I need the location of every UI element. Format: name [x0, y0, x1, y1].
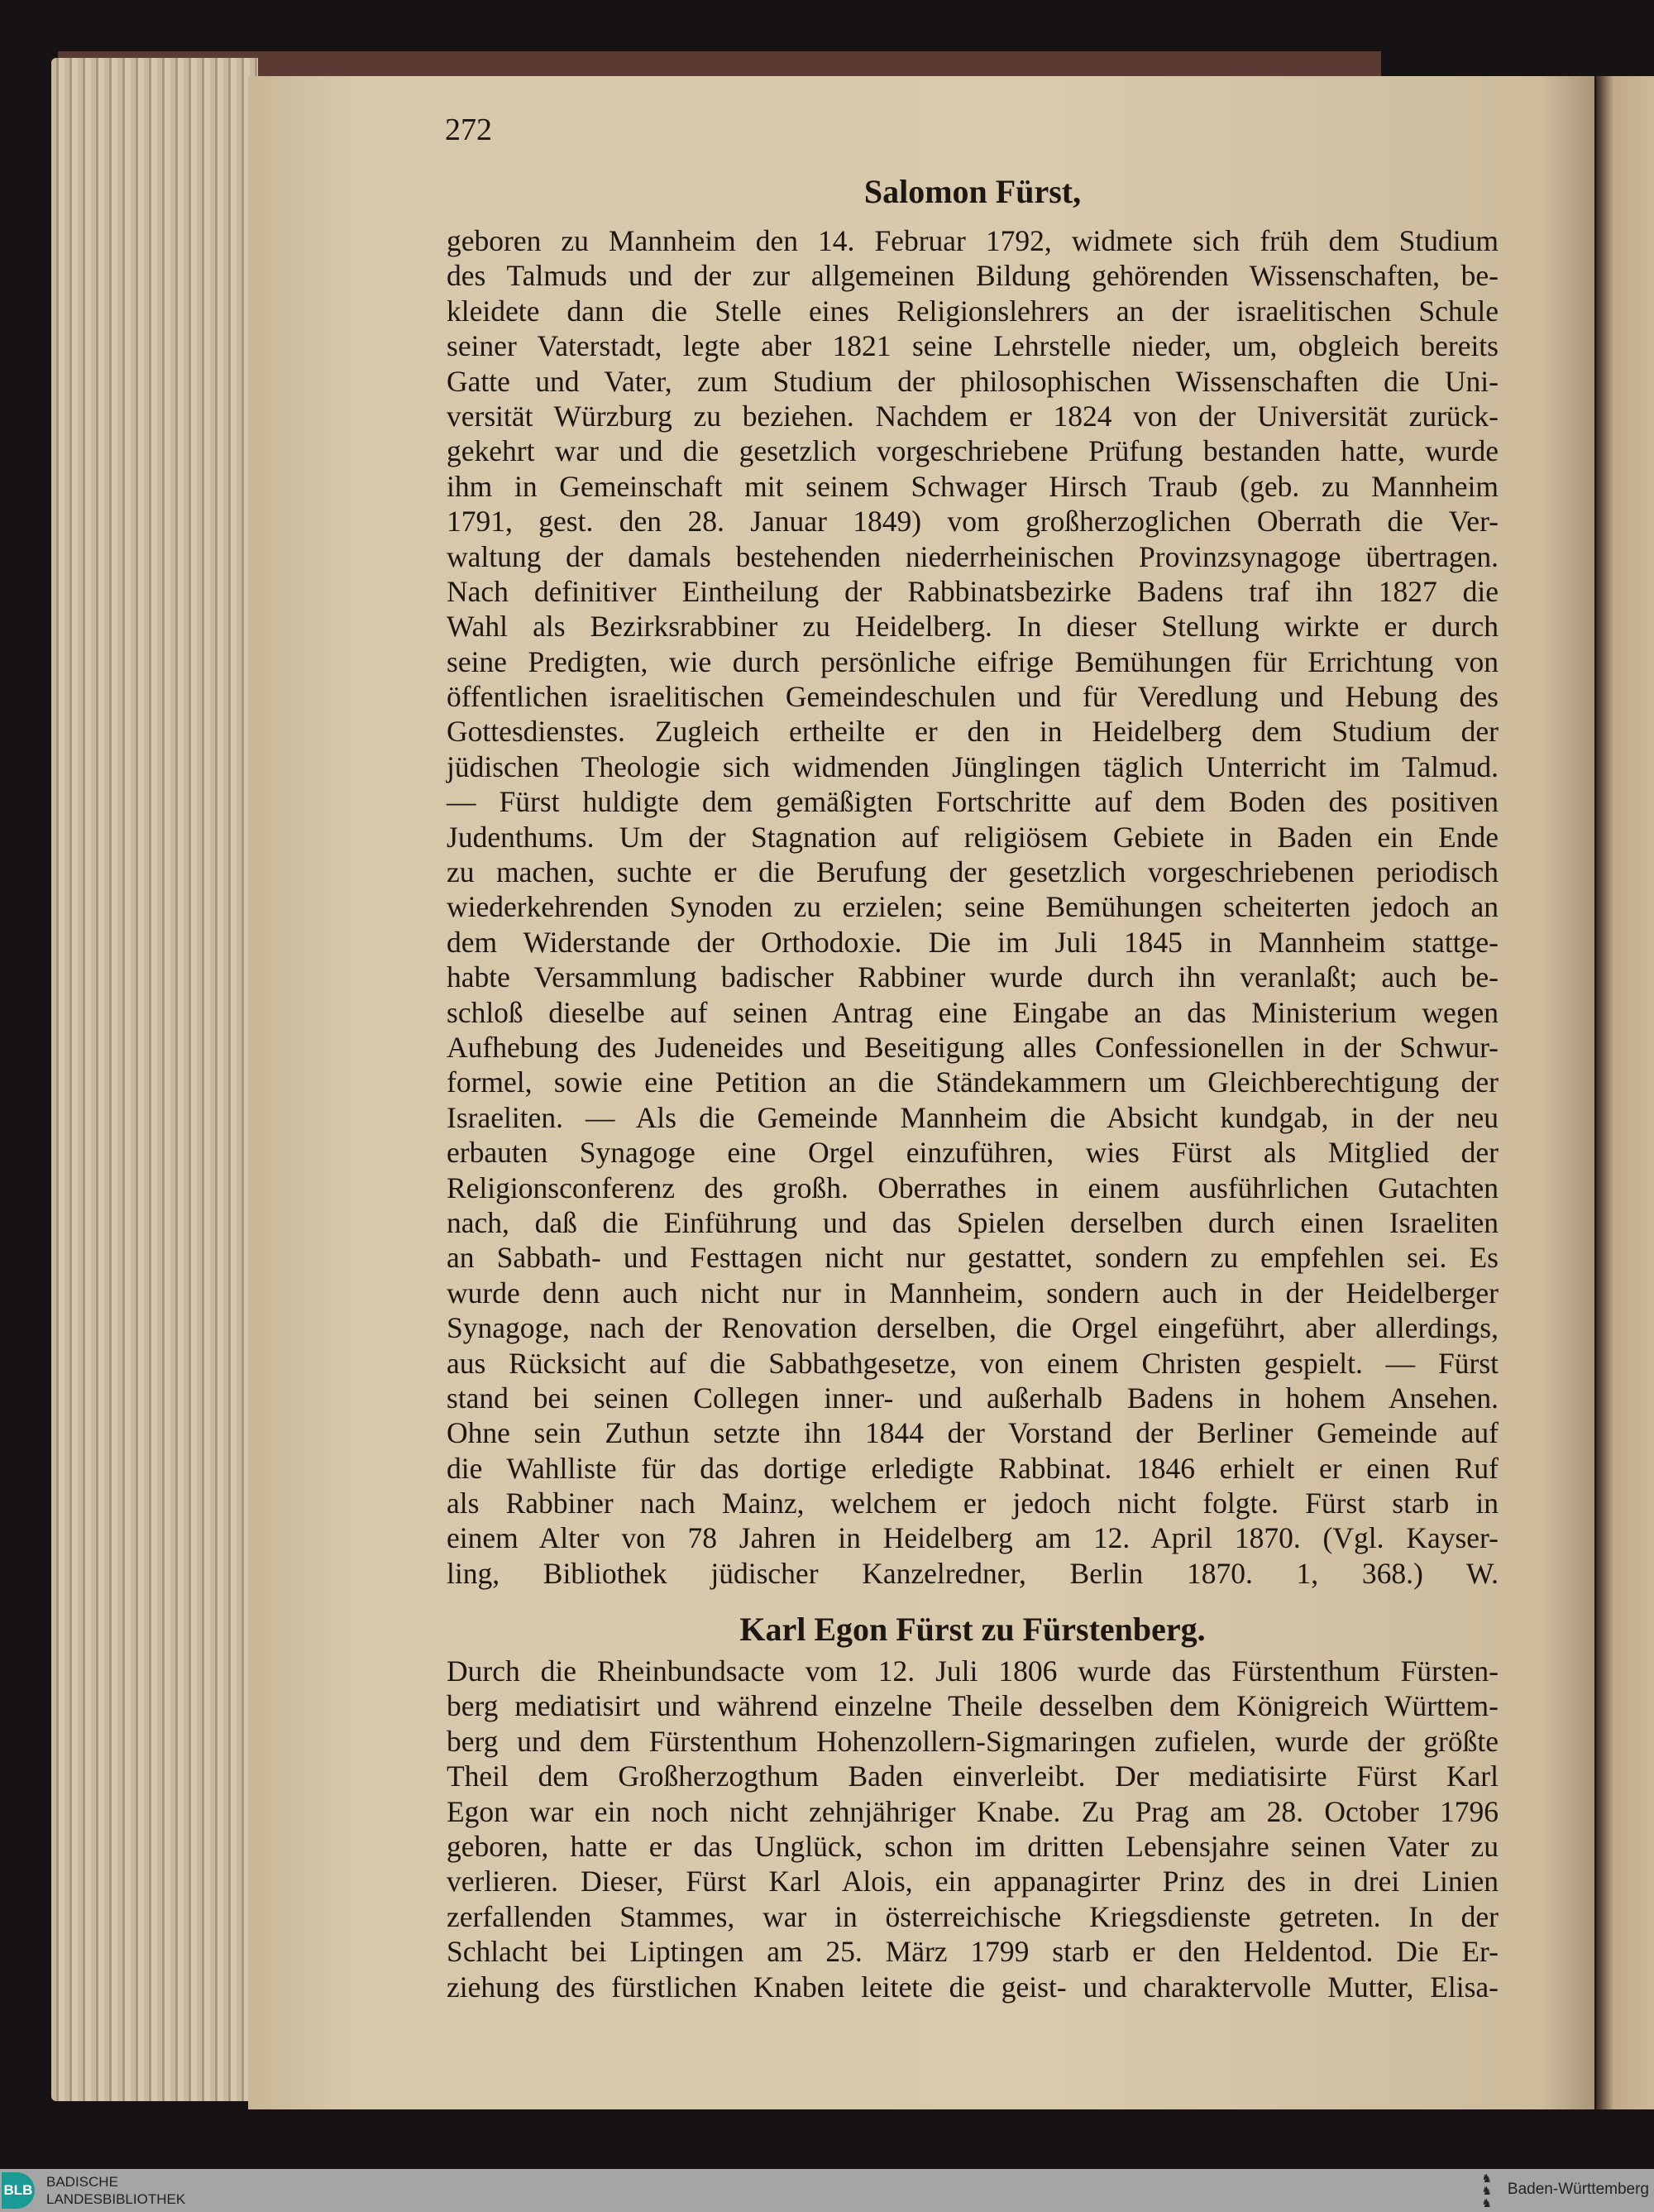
text-line-content: an Sabbath- und Festtagen nicht nur gestattet, sondern zu empfehlen sei. Es: [447, 1241, 1499, 1275]
text-line: [447, 960, 1499, 994]
text-line-content: als Rabbiner nach Mainz, welchem er jedoch nicht folgte. Fürst starb in: [447, 1487, 1499, 1520]
text-line: [447, 644, 1499, 679]
text-line: [447, 504, 1499, 539]
section-body-salomon-fuerst: [447, 223, 1499, 1591]
text-line: [447, 995, 1499, 1030]
text-line: [447, 1065, 1499, 1099]
text-line-content: formel, sowie eine Petition an die Ständekammern um Gleichberechtigung der: [447, 1065, 1499, 1099]
text-line: [447, 1451, 1499, 1486]
text-line-content: wurde denn auch nicht nur in Mannheim, sondern auch in der Heidelberger: [447, 1276, 1499, 1309]
text-line: [447, 1794, 1499, 1829]
text-line: [447, 539, 1499, 574]
text-line: [447, 1520, 1499, 1555]
text-line: [447, 784, 1499, 819]
text-line: [447, 889, 1499, 924]
text-line-content: öffentlichen israelitischen Gemeindeschulen und für Veredlung und Hebung des: [447, 680, 1499, 714]
text-line-content: habte Versammlung badischer Rabbiner wurde durch ihn veranlaßt; auch be-: [447, 960, 1499, 994]
text-line: [447, 399, 1499, 433]
text-line: [447, 609, 1499, 644]
text-line: [447, 1240, 1499, 1275]
blb-logo[interactable]: BLB: [2, 2172, 35, 2209]
text-line: [447, 469, 1499, 504]
text-line-content: waltung der damals bestehenden niederrheinischen Provinzsynagoge übertragen.: [447, 539, 1499, 573]
text-line: [447, 1030, 1499, 1065]
text-line: [447, 1654, 1499, 1688]
text-line: [447, 258, 1499, 293]
text-line: [447, 820, 1499, 855]
text-line: [447, 1381, 1499, 1415]
text-line: [447, 1135, 1499, 1170]
text-line: [447, 364, 1499, 399]
text-line-content: seine Predigten, wie durch persönliche eifrige Bemühungen für Errichtung von: [447, 644, 1499, 678]
text-line-content: nach, daß die Einführung und das Spielen derselben durch einen Israeliten: [447, 1205, 1499, 1239]
text-line: [447, 328, 1499, 363]
text-line-content: geboren zu Mannheim den 14. Februar 1792, widmete sich früh dem Studium: [447, 224, 1499, 257]
lions-coat-of-arms-icon: ♞ ♞ ♞: [1481, 2171, 1492, 2210]
text-line: [447, 749, 1499, 784]
text-line-content: wiederkehrenden Synoden zu erzielen; seine Bemühungen scheiterten jedoch an: [447, 890, 1499, 924]
section-title-karl-egon: Karl Egon Fürst zu Fürstenberg.: [739, 1611, 1206, 1648]
text-line: [447, 1415, 1499, 1450]
text-line: [447, 1970, 1499, 2004]
text-line: [447, 1205, 1499, 1240]
text-line-content: Gottesdienstes. Zugleich ertheilte er den in Heidelberg dem Studium der: [447, 715, 1499, 749]
text-line: [447, 714, 1499, 749]
library-name-line2: LANDESBIBLIOTHEK: [46, 2191, 186, 2207]
text-line: [447, 1829, 1499, 1864]
text-line: [447, 1759, 1499, 1793]
text-line: [447, 1100, 1499, 1135]
text-line: [447, 1688, 1499, 1723]
text-line: [447, 433, 1499, 468]
text-line-content: dem Widerstande der Orthodoxie. Die im Juli 1845 in Mannheim stattge-: [447, 925, 1499, 959]
state-logo-text: Baden-Württemberg: [1507, 2181, 1649, 2198]
text-line: [447, 679, 1499, 714]
text-line-content: zu machen, suchte er die Berufung der gesetzlich vorgeschriebenen periodisch: [447, 855, 1499, 889]
text-line-content: ling, Bibliothek jüdischer Kanzelredner, Berlin 1870. 1, 368.) W.: [447, 1556, 1499, 1590]
section-title-salomon-fuerst: Salomon Fürst,: [863, 173, 1082, 210]
text-line-content: seiner Vaterstadt, legte aber 1821 seine Lehrstelle nieder, um, obgleich bereits: [447, 329, 1499, 363]
text-line: [447, 1899, 1499, 1934]
text-line: [447, 1276, 1499, 1310]
text-line: [447, 855, 1499, 889]
text-line-content: 1791, gest. den 28. Januar 1849) vom großherzoglichen Oberrath die Ver-: [447, 505, 1499, 539]
text-line-content: Schlacht bei Liptingen am 25. März 1799 starb er den Heldentod. Die Er-: [447, 1935, 1499, 1969]
text-line-content: die Wahlliste für das dortige erledigte Rabbinat. 1846 erhielt er einen Ruf: [447, 1451, 1499, 1485]
text-line: [447, 1310, 1499, 1345]
text-line-content: gekehrt war und die gesetzlich vorgeschriebene Prüfung bestanden hatte, wurde: [447, 434, 1499, 468]
text-line-content: stand bei seinen Collegen inner- und außerhalb Badens in hohem Ansehen.: [447, 1381, 1499, 1415]
text-line-content: verlieren. Dieser, Fürst Karl Alois, ein appanagirter Prinz des in drei Linien: [447, 1865, 1499, 1898]
text-line: [447, 574, 1499, 609]
text-line-content: geboren, hatte er das Unglück, schon im dritten Lebensjahre seinen Vater zu: [447, 1829, 1499, 1863]
text-line-content: kleidete dann die Stelle eines Religionslehrers an der israelitischen Schule: [447, 294, 1499, 328]
text-line: [447, 1934, 1499, 1969]
text-line-content: ziehung des fürstlichen Knaben leitete die geist- und charaktervolle Mutter, Elisa-: [447, 1970, 1499, 2004]
text-line-content: Theil dem Großherzogthum Baden einverleibt. Der mediatisirte Fürst Karl: [447, 1760, 1499, 1793]
text-line-content: Nach definitiver Eintheilung der Rabbinatsbezirke Badens traf ihn 1827 die: [447, 574, 1499, 608]
text-line: [447, 1864, 1499, 1898]
text-line-content: schloß dieselbe auf seinen Antrag eine Eingabe an das Ministerium wegen: [447, 995, 1499, 1029]
section-body-karl-egon: [447, 1654, 1499, 2004]
text-line-content: Durch die Rheinbundsacte vom 12. Juli 1806 wurde das Fürstenthum Fürsten-: [447, 1654, 1499, 1688]
text-line-content: berg mediatisirt und während einzelne Theile desselben dem Königreich Württem-: [447, 1689, 1499, 1723]
library-name: [46, 2173, 185, 2208]
text-line: [447, 925, 1499, 960]
text-line-content: Religionsconferenz des großh. Oberrathes in einem ausführlichen Gutachten: [447, 1171, 1499, 1204]
text-line-content: aus Rücksicht auf die Sabbathgesetze, von einem Christen gespielt. — Fürst: [447, 1346, 1499, 1380]
library-name-line1: BADISCHE: [46, 2174, 118, 2190]
text-line-content: Wahl als Bezirksrabbiner zu Heidelberg. In dieser Stellung wirkte er durch: [447, 610, 1499, 644]
text-line-content: versität Würzburg zu beziehen. Nachdem er 1824 von der Universität zurück-: [447, 399, 1499, 433]
text-line-content: des Talmuds und der zur allgemeinen Bildung gehörenden Wissenschaften, be-: [447, 259, 1499, 293]
text-line-content: — Fürst huldigte dem gemäßigten Fortschritte auf dem Boden des positiven: [447, 785, 1499, 819]
text-line-content: Egon war ein noch nicht zehnjähriger Knabe. Zu Prag am 28. October 1796: [447, 1794, 1499, 1828]
facing-page-edge: [1596, 76, 1654, 2109]
text-line: [447, 1556, 1499, 1591]
text-line-content: Gatte und Vater, zum Studium der philosophischen Wissenschaften die Uni-: [447, 364, 1499, 398]
text-line-content: einem Alter von 78 Jahren in Heidelberg am 12. April 1870. (Vgl. Kayser-: [447, 1521, 1499, 1555]
text-line-content: Synagoge, nach der Renovation derselben, die Orgel eingeführt, aber allerdings,: [447, 1311, 1499, 1345]
footer-bar: [0, 2169, 1654, 2212]
text-line: [447, 1171, 1499, 1205]
text-line: [447, 1724, 1499, 1759]
text-line-content: Judenthums. Um der Stagnation auf religiösem Gebiete in Baden ein Ende: [447, 820, 1499, 854]
page-number: 272: [445, 113, 492, 147]
text-line-content: erbauten Synagoge eine Orgel einzuführen, wies Fürst als Mitglied der: [447, 1136, 1499, 1170]
text-line: [447, 1486, 1499, 1520]
text-line: [447, 1346, 1499, 1381]
text-line-content: zerfallenden Stammes, war in österreichische Kriegsdienste getreten. In der: [447, 1899, 1499, 1933]
text-line-content: Ohne sein Zuthun setzte ihn 1844 der Vorstand der Berliner Gemeinde auf: [447, 1416, 1499, 1450]
text-line-content: Aufhebung des Judeneides und Beseitigung alles Confessionellen in der Schwur-: [447, 1030, 1499, 1064]
text-line-content: berg und dem Fürstenthum Hohenzollern-Sigmaringen zufielen, wurde der größte: [447, 1724, 1499, 1758]
page-edges: [51, 58, 258, 2101]
text-line: [447, 294, 1499, 328]
text-line-content: ihm in Gemeinschaft mit seinem Schwager Hirsch Traub (geb. zu Mannheim: [447, 469, 1499, 503]
text-line-content: Israeliten. — Als die Gemeinde Mannheim die Absicht kundgab, in der neu: [447, 1100, 1499, 1134]
text-line: [447, 223, 1499, 258]
text-line-content: jüdischen Theologie sich widmenden Jünglingen täglich Unterricht im Talmud.: [447, 749, 1499, 783]
